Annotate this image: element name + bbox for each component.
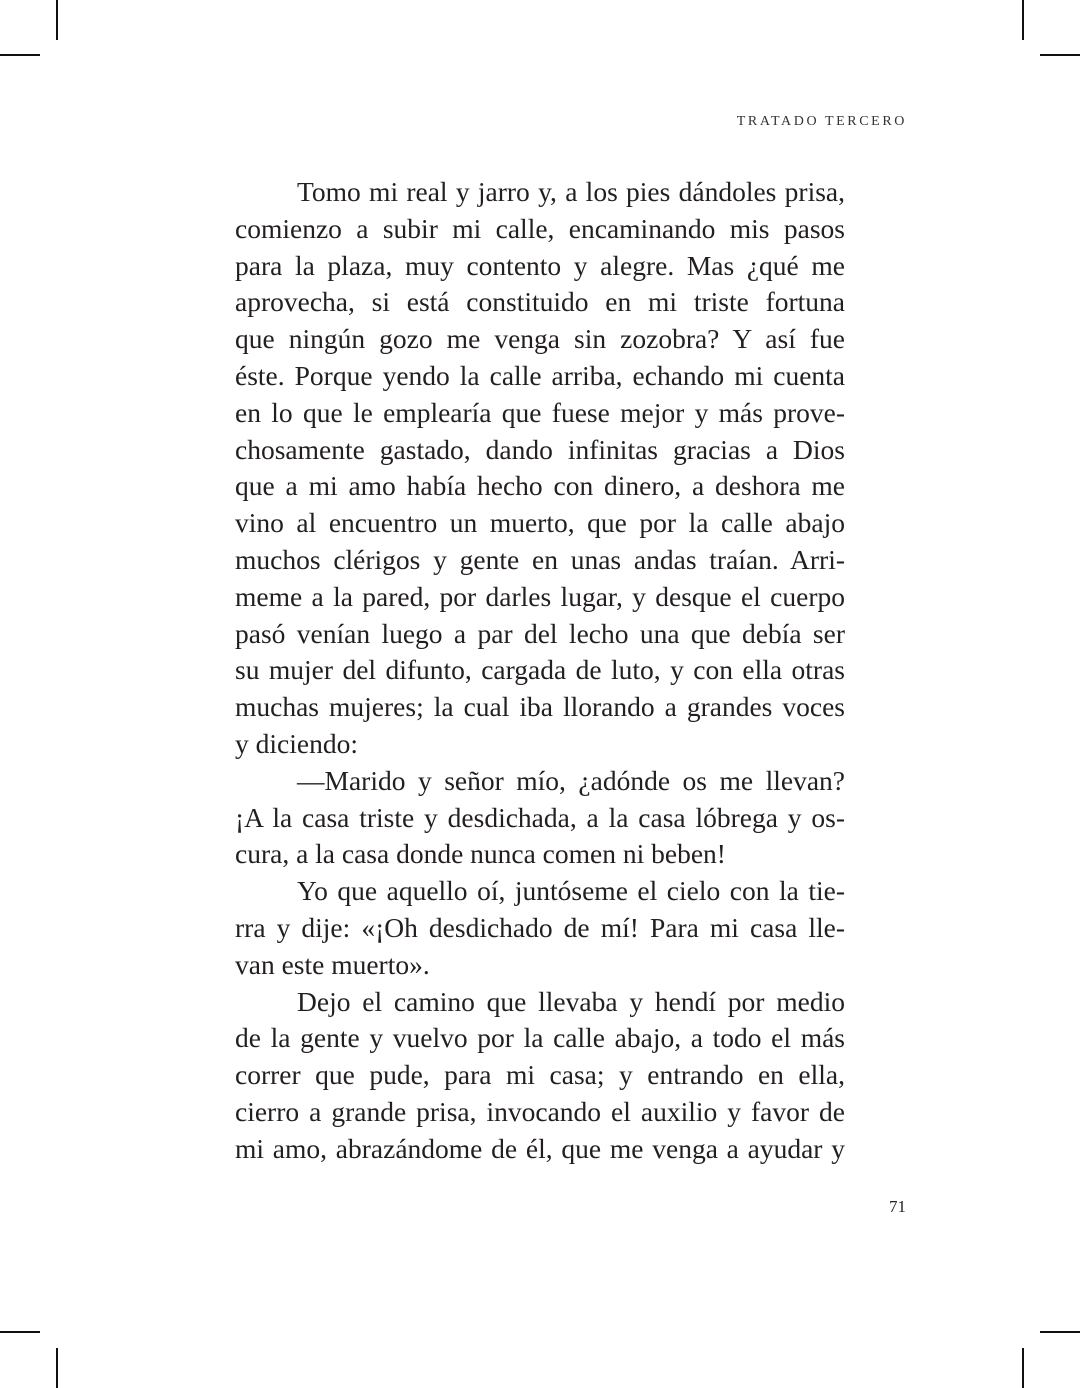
text-line: Yo que aquello oí, juntóseme el cielo con la tie- bbox=[297, 875, 845, 907]
text-line: y diciendo: bbox=[235, 727, 358, 759]
text-line: éste. Porque yendo la calle arriba, echando mi cuenta bbox=[235, 359, 845, 391]
text-line: que a mi amo había hecho con dinero, a deshora me bbox=[235, 470, 845, 502]
text-line: de la gente y vuelvo por la calle abajo, a todo el más bbox=[235, 1022, 845, 1054]
crop-mark bbox=[0, 54, 40, 56]
text-line: chosamente gastado, dando infinitas gracias a Dios bbox=[235, 433, 845, 465]
body-text bbox=[235, 174, 845, 1168]
text-line: su mujer del difunto, cargada de luto, y con ella otras bbox=[235, 654, 845, 686]
text-line: Tomo mi real y jarro y, a los pies dándoles prisa, bbox=[297, 176, 845, 207]
text-line: para la plaza, muy contento y alegre. Mas ¿qué me bbox=[235, 249, 845, 281]
crop-mark bbox=[1022, 0, 1024, 40]
text-line: rra y dije: «¡Oh desdichado de mí! Para mi casa lle- bbox=[235, 911, 845, 943]
crop-mark bbox=[0, 1331, 40, 1333]
page-number: 71 bbox=[889, 1197, 906, 1216]
crop-mark bbox=[1040, 1331, 1080, 1333]
text-line: que ningún gozo me venga sin zozobra? Y así fue bbox=[235, 323, 845, 355]
text-line: muchos clérigos y gente en unas andas traían. Arri- bbox=[235, 543, 845, 575]
crop-mark bbox=[56, 0, 58, 40]
text-line: Dejo el camino que llevaba y hendí por medio bbox=[297, 985, 845, 1017]
text-line: mi amo, abrazándome de él, que me venga a ayudar y bbox=[235, 1132, 845, 1164]
text-line: cierro a grande prisa, invocando el auxilio y favor de bbox=[235, 1095, 845, 1127]
text-line: cura, a la casa donde nunca comen ni beben! bbox=[235, 838, 726, 870]
crop-mark bbox=[56, 1348, 58, 1388]
crop-mark bbox=[1022, 1348, 1024, 1388]
text-line: van este muerto». bbox=[235, 948, 430, 980]
text-line: pasó venían luego a par del lecho una que debía ser bbox=[235, 617, 845, 649]
text-line: correr que pude, para mi casa; y entrando en ella, bbox=[235, 1059, 845, 1091]
text-line: ¡A la casa triste y desdichada, a la casa lóbrega y os- bbox=[235, 801, 845, 833]
crop-mark bbox=[1040, 54, 1080, 56]
text-line: en lo que le emplearía que fuese mejor y más prove- bbox=[235, 396, 845, 428]
text-line: aprovecha, si está constituido en mi triste fortuna bbox=[235, 286, 845, 318]
text-line: comienzo a subir mi calle, encaminando mis pasos bbox=[235, 212, 845, 244]
text-line: muchas mujeres; la cual iba llorando a grandes voces bbox=[235, 691, 845, 723]
text-line: vino al encuentro un muerto, que por la calle abajo bbox=[235, 507, 845, 539]
text-line: meme a la pared, por darles lugar, y desque el cuerpo bbox=[235, 580, 845, 612]
text-line: —Marido y señor mío, ¿adónde os me llevan? bbox=[297, 764, 845, 796]
running-header: TRATADO TERCERO bbox=[736, 114, 907, 129]
